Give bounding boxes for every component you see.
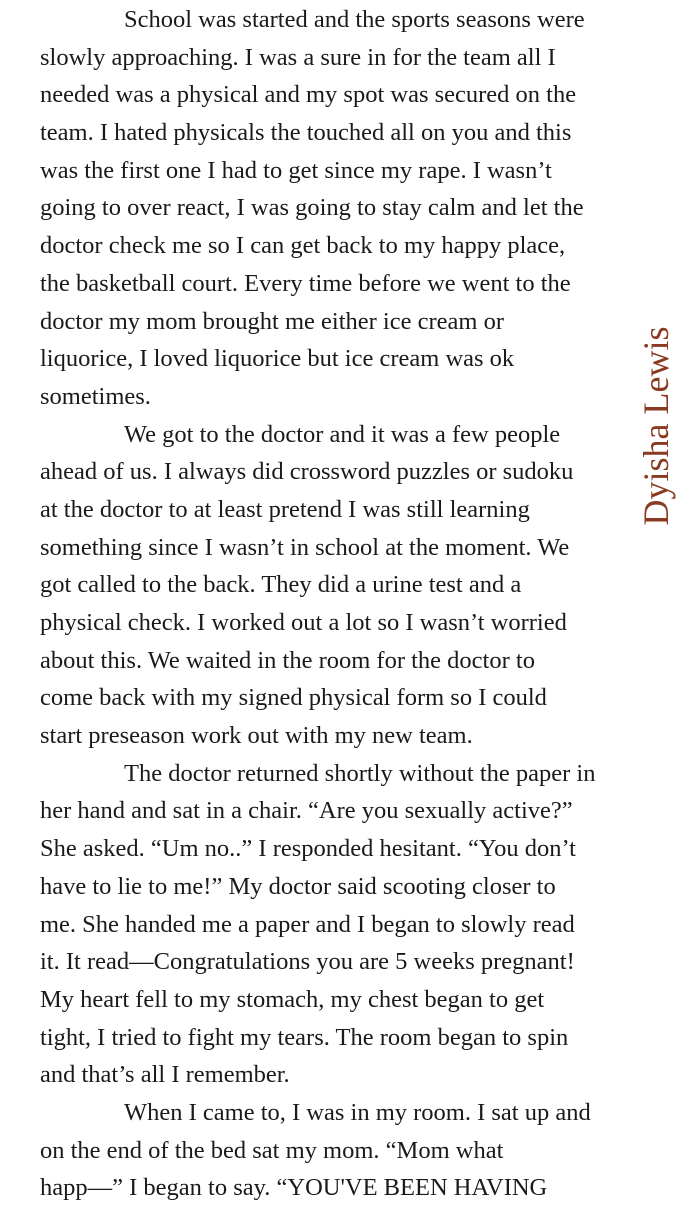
text-line: doctor check me so I can get back to my happy place, <box>40 232 566 260</box>
paragraph <box>40 416 652 755</box>
text-line: School was started and the sports seasons were <box>124 6 585 33</box>
text-line: slowly approaching. I was a sure in for the team all I <box>40 43 556 71</box>
paragraph <box>40 755 652 1094</box>
text-line: on the end of the bed sat my mom. “Mom what <box>40 1136 504 1164</box>
author-name: Dyisha Lewis <box>636 326 676 525</box>
story-text <box>40 1 652 1207</box>
text-line: at the doctor to at least pretend I was still learning <box>40 495 530 523</box>
text-line: ahead of us. I always did crossword puzzles or sudoku <box>40 458 574 486</box>
text-line: tight, I tried to fight my tears. The room began to spin <box>40 1023 569 1051</box>
text-line: something since I wasn’t in school at the moment. We <box>40 533 570 561</box>
text-line: happ—” I began to say. “YOU'VE BEEN HAVING <box>40 1174 548 1202</box>
text-line: doctor my mom brought me either ice cream or <box>40 307 504 335</box>
text-line: The doctor returned shortly without the paper in <box>124 759 596 787</box>
text-line: She asked. “Um no..” I responded hesitant. “You don’t <box>40 835 576 863</box>
text-line: have to lie to me!” My doctor said scooting closer to <box>40 872 556 900</box>
text-line: liquorice, I loved liquorice but ice cream was ok <box>40 345 515 373</box>
paragraph <box>40 1 652 416</box>
text-line: me. She handed me a paper and I began to slowly read <box>40 910 575 938</box>
paragraph <box>40 1094 652 1207</box>
text-line: physical check. I worked out a lot so I wasn’t worried <box>40 609 567 636</box>
text-line: come back with my signed physical form so I could <box>40 684 547 712</box>
text-line: We got to the doctor and it was a few people <box>124 420 561 448</box>
text-line: got called to the back. They did a urine test and a <box>40 571 522 599</box>
text-line: and that’s all I remember. <box>40 1061 290 1089</box>
text-line: her hand and sat in a chair. “Are you sexually active?” <box>40 797 573 825</box>
author-watermark <box>620 318 692 533</box>
text-line: start preseason work out with my new team. <box>40 722 473 750</box>
text-line: needed was a physical and my spot was secured on the <box>40 81 577 109</box>
text-line: When I came to, I was in my room. I sat up and <box>124 1098 591 1126</box>
text-line: team. I hated physicals the touched all on you and this <box>40 119 572 147</box>
text-line: sometimes. <box>40 382 151 410</box>
text-line: My heart fell to my stomach, my chest began to get <box>40 985 545 1013</box>
text-line: was the first one I had to get since my rape. I wasn’t <box>40 156 552 184</box>
text-line: going to over react, I was going to stay calm and let the <box>40 194 584 222</box>
text-line: about this. We waited in the room for the doctor to <box>40 646 535 674</box>
text-line: it. It read—Congratulations you are 5 weeks pregnant! <box>40 948 575 976</box>
text-line: the basketball court. Every time before we went to the <box>40 269 571 297</box>
